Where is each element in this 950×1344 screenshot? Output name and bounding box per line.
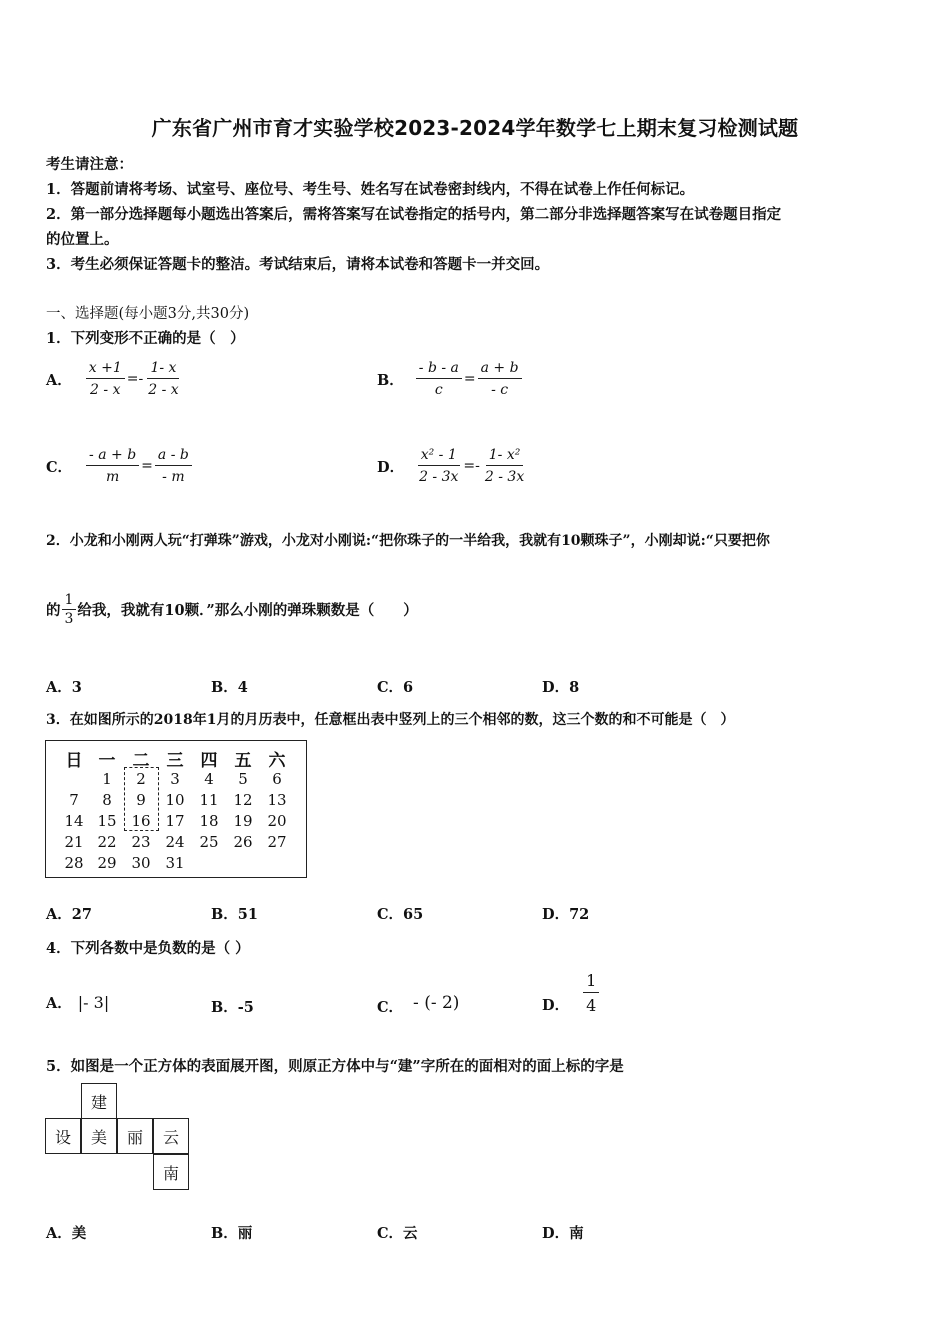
notice-heading: 考生请注意： <box>46 156 133 173</box>
net-face-3: 丽 <box>117 1118 153 1154</box>
notice-item-2: 2．第一部分选择题每小题选出答案后，需将答案写在试卷指定的括号内，第二部分非选择题答案写在试卷题目指定 <box>46 206 782 223</box>
calendar-header: 三 <box>166 751 184 771</box>
q3-option-a[interactable]: A．27 <box>46 906 92 923</box>
fraction: $\frac{a + b}{- c}$ <box>478 360 522 398</box>
fraction: $\frac{\text{x² - 1}}{2 - 3x}$ <box>419 447 459 485</box>
notice-item-3: 3．考生必须保证答题卡的整洁。考试结束后，请将本试卷和答题卡一并交回。 <box>46 256 550 273</box>
q1-option-b[interactable]: B． $\frac{- b - a}{c}$ = $\frac{a + b}{- c}$ <box>377 360 524 398</box>
fraction: $\frac{1}{4}$ <box>583 971 599 1015</box>
page-title: 广东省广州市育才实验学校2023-2024学年数学七上期末复习检测试题 <box>151 116 799 140</box>
q5-option-c[interactable]: C．云 <box>377 1225 418 1242</box>
section-heading: 一、选择题(每小题3分,共30分) <box>46 306 250 322</box>
calendar-day: 30 <box>131 854 151 872</box>
calendar-header: 四 <box>200 751 218 771</box>
notice-item-2-cont: 的位置上。 <box>46 231 119 248</box>
q2-stem-line2: 的 $\frac{1}{3}$ 给我，我就有10颗．”那么小刚的弹珠颗数是（ ） <box>46 592 418 627</box>
q3-option-c[interactable]: C．65 <box>377 906 424 923</box>
q2-option-c[interactable]: C．6 <box>377 679 414 696</box>
q1-option-c[interactable]: C． $\frac{- a + b}{m}$ = $\frac{a - b}{- m}$ <box>46 447 194 485</box>
q4-option-d[interactable]: D． $\frac{1}{4}$ <box>542 970 601 1015</box>
q2-stem-line1: 2．小龙和小刚两人玩“打弹珠”游戏，小龙对小刚说:“把你珠子的一半给我，我就有10颗珠子”，小刚却说:“只要把你 <box>46 533 770 549</box>
calendar-day: 31 <box>165 854 185 872</box>
fraction: $\frac{a - b}{- m}$ <box>155 447 192 485</box>
calendar-day: 25 <box>199 833 219 851</box>
calendar-header: 五 <box>234 751 252 771</box>
calendar-day: 21 <box>64 833 84 851</box>
q4-option-c[interactable]: C． - (- 2) <box>377 992 460 1016</box>
calendar-table <box>45 740 307 878</box>
q4-option-b[interactable]: B．-5 <box>211 999 254 1016</box>
q5-option-d[interactable]: D．南 <box>542 1225 584 1242</box>
calendar-header: 二 <box>132 751 150 771</box>
notice-item-1: 1．答题前请将考场、试室号、座位号、考生号、姓名写在试卷密封线内，不得在试卷上作任何标记。 <box>46 181 695 198</box>
q1-option-a[interactable]: A． $\frac{x +1}{2 - x}$ =- $\frac{1- x}{2 - x}$ <box>46 360 184 398</box>
q2-option-a[interactable]: A．3 <box>46 679 82 696</box>
fraction: $\frac{1}{3}$ <box>62 592 77 627</box>
calendar-day: 19 <box>233 812 253 830</box>
calendar-day: 29 <box>97 854 117 872</box>
calendar-header: 六 <box>268 751 286 771</box>
calendar-header: 一 <box>98 751 116 771</box>
calendar-day: 8 <box>102 791 112 809</box>
net-face-1: 设 <box>45 1118 81 1154</box>
calendar-day: 13 <box>267 791 287 809</box>
calendar-day: 12 <box>233 791 253 809</box>
calendar-day: 5 <box>238 770 248 788</box>
calendar-day: 18 <box>199 812 219 830</box>
q5-option-b[interactable]: B．丽 <box>211 1225 253 1242</box>
net-face-bottom: 南 <box>153 1154 189 1190</box>
calendar-day: 15 <box>97 812 117 830</box>
calendar-day: 16 <box>131 812 151 830</box>
q2-option-d[interactable]: D．8 <box>542 679 580 696</box>
calendar-day: 2 <box>136 770 146 788</box>
calendar-day: 1 <box>102 770 112 788</box>
q3-option-d[interactable]: D．72 <box>542 906 590 923</box>
calendar-day: 20 <box>267 812 287 830</box>
calendar-day: 28 <box>64 854 84 872</box>
q3-stem: 3．在如图所示的2018年1月的月历表中，任意框出表中竖列上的三个相邻的数，这三个数的和不可能是（ ） <box>46 712 735 728</box>
calendar-day: 3 <box>170 770 180 788</box>
calendar-day: 17 <box>165 812 185 830</box>
calendar-day: 27 <box>267 833 287 851</box>
calendar-day: 26 <box>233 833 253 851</box>
q5-option-a[interactable]: A．美 <box>46 1225 87 1242</box>
calendar-day: 9 <box>136 791 146 809</box>
calendar-day: 10 <box>165 791 185 809</box>
fraction: $\frac{x +1}{2 - x}$ <box>86 360 125 398</box>
q2-option-b[interactable]: B．4 <box>211 679 248 696</box>
calendar-day: 7 <box>69 791 79 809</box>
calendar-day: 23 <box>131 833 151 851</box>
q5-stem: 5．如图是一个正方体的表面展开图，则原正方体中与“建”字所在的面相对的面上标的字是 <box>46 1058 624 1075</box>
net-face-top: 建 <box>81 1083 117 1119</box>
fraction: $\frac{- a + b}{m}$ <box>86 447 139 485</box>
calendar-day: 11 <box>199 791 219 809</box>
fraction: $\frac{\text{1- x²}}{2 - 3x}$ <box>484 447 525 485</box>
q3-option-b[interactable]: B．51 <box>211 906 258 923</box>
calendar-day: 6 <box>272 770 282 788</box>
calendar-day: 22 <box>97 833 117 851</box>
net-face-2: 美 <box>81 1118 117 1154</box>
calendar-header: 日 <box>65 751 83 771</box>
calendar-day: 24 <box>165 833 185 851</box>
q4-stem: 4．下列各数中是负数的是（ ） <box>46 940 250 957</box>
fraction: $\frac{1- x}{2 - x}$ <box>148 360 179 398</box>
fraction: $\frac{- b - a}{c}$ <box>416 360 462 398</box>
calendar-day: 14 <box>64 812 84 830</box>
net-face-4: 云 <box>153 1118 189 1154</box>
q4-option-a[interactable]: A． |- 3| <box>46 993 110 1012</box>
calendar-day: 4 <box>204 770 214 788</box>
q1-option-d[interactable]: D． $\frac{\text{x² - 1}}{2 - 3x}$ =- $\frac{\text{1- x²}}{2 - 3x}$ <box>377 447 529 485</box>
q1-stem: 1．下列变形不正确的是（ ） <box>46 330 245 347</box>
